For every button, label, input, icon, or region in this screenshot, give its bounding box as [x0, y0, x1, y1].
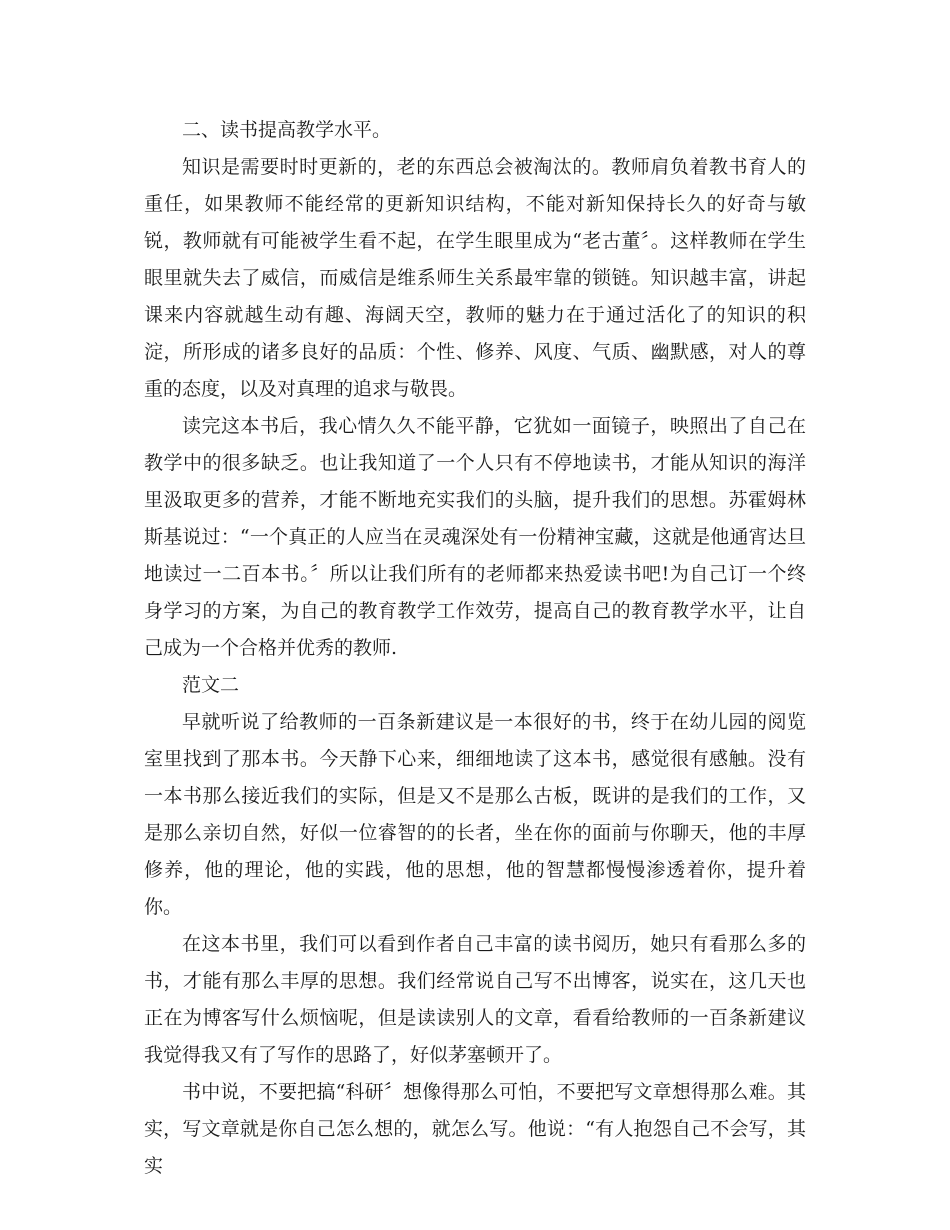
paragraph: 读完这本书后，我心情久久不能平静，它犹如一面镜子，映照出了自己在教学中的很多缺乏。也让我知道了一个人只有不停地读书，才能从知识的海洋里汲取更多的营养，才能不断地充实我们的头脑，提升我们的思想。苏霍姆林斯基说过：“一个真正的人应当在灵魂深处有一份精神宝藏，这就是他通宵达旦地读过一二百本书。〞所以让我们所有的老师都来热爱读书吧!为自己订一个终身学习的方案，为自己的教育教学工作效劳，提高自己的教育教学水平，让自己成为一个合格并优秀的教师.: [144, 415, 806, 659]
paragraph: 在这本书里，我们可以看到作者自己丰富的读书阅历，她只有看那么多的书，才能有那么丰厚的思想。我们经常说自己写不出博客，说实在，这几天也正在为博客写什么烦恼呢，但是读读别人的文章，看看给教师的一百条新建议我觉得我又有了写作的思路了，好似茅塞顿开了。: [144, 933, 806, 1066]
paragraph: 早就听说了给教师的一百条新建议是一本很好的书，终于在幼儿园的阅览室里找到了那本书。今天静下心来，细细地读了这本书，感觉很有感触。没有一本书那么接近我们的实际，但是又不是那么古板，既讲的是我们的工作，又是那么亲切自然，好似一位睿智的的长者，坐在你的面前与你聊天，他的丰厚修养，他的理论，他的实践，他的思想，他的智慧都慢慢渗透着你，提升着你。: [144, 711, 806, 918]
paragraph: 书中说，不要把搞“科研〞想像得那么可怕，不要把写文章想得那么难。其实，写文章就是你自己怎么想的，就怎么写。他说：“有人抱怨自己不会写，其实: [144, 1081, 806, 1177]
paragraph: 知识是需要时时更新的，老的东西总会被淘汰的。教师肩负着教书育人的重任，如果教师不能经常的更新知识结构，不能对新知保持长久的好奇与敏锐，教师就有可能被学生看不起，在学生眼里成为“老古董〞。这样教师在学生眼里就失去了威信，而威信是维系师生关系最牢靠的锁链。知识越丰富，讲起课来内容就越生动有趣、海阔天空，教师的魅力在于通过活化了的知识的积淀，所形成的诸多良好的品质：个性、修养、风度、气质、幽默感，对人的尊重的态度，以及对真理的追求与敬畏。: [144, 156, 806, 400]
section-heading: 范文二: [182, 674, 240, 696]
document-body: [144, 112, 806, 1185]
section-heading: 二、读书提高教学水平。: [182, 119, 392, 141]
